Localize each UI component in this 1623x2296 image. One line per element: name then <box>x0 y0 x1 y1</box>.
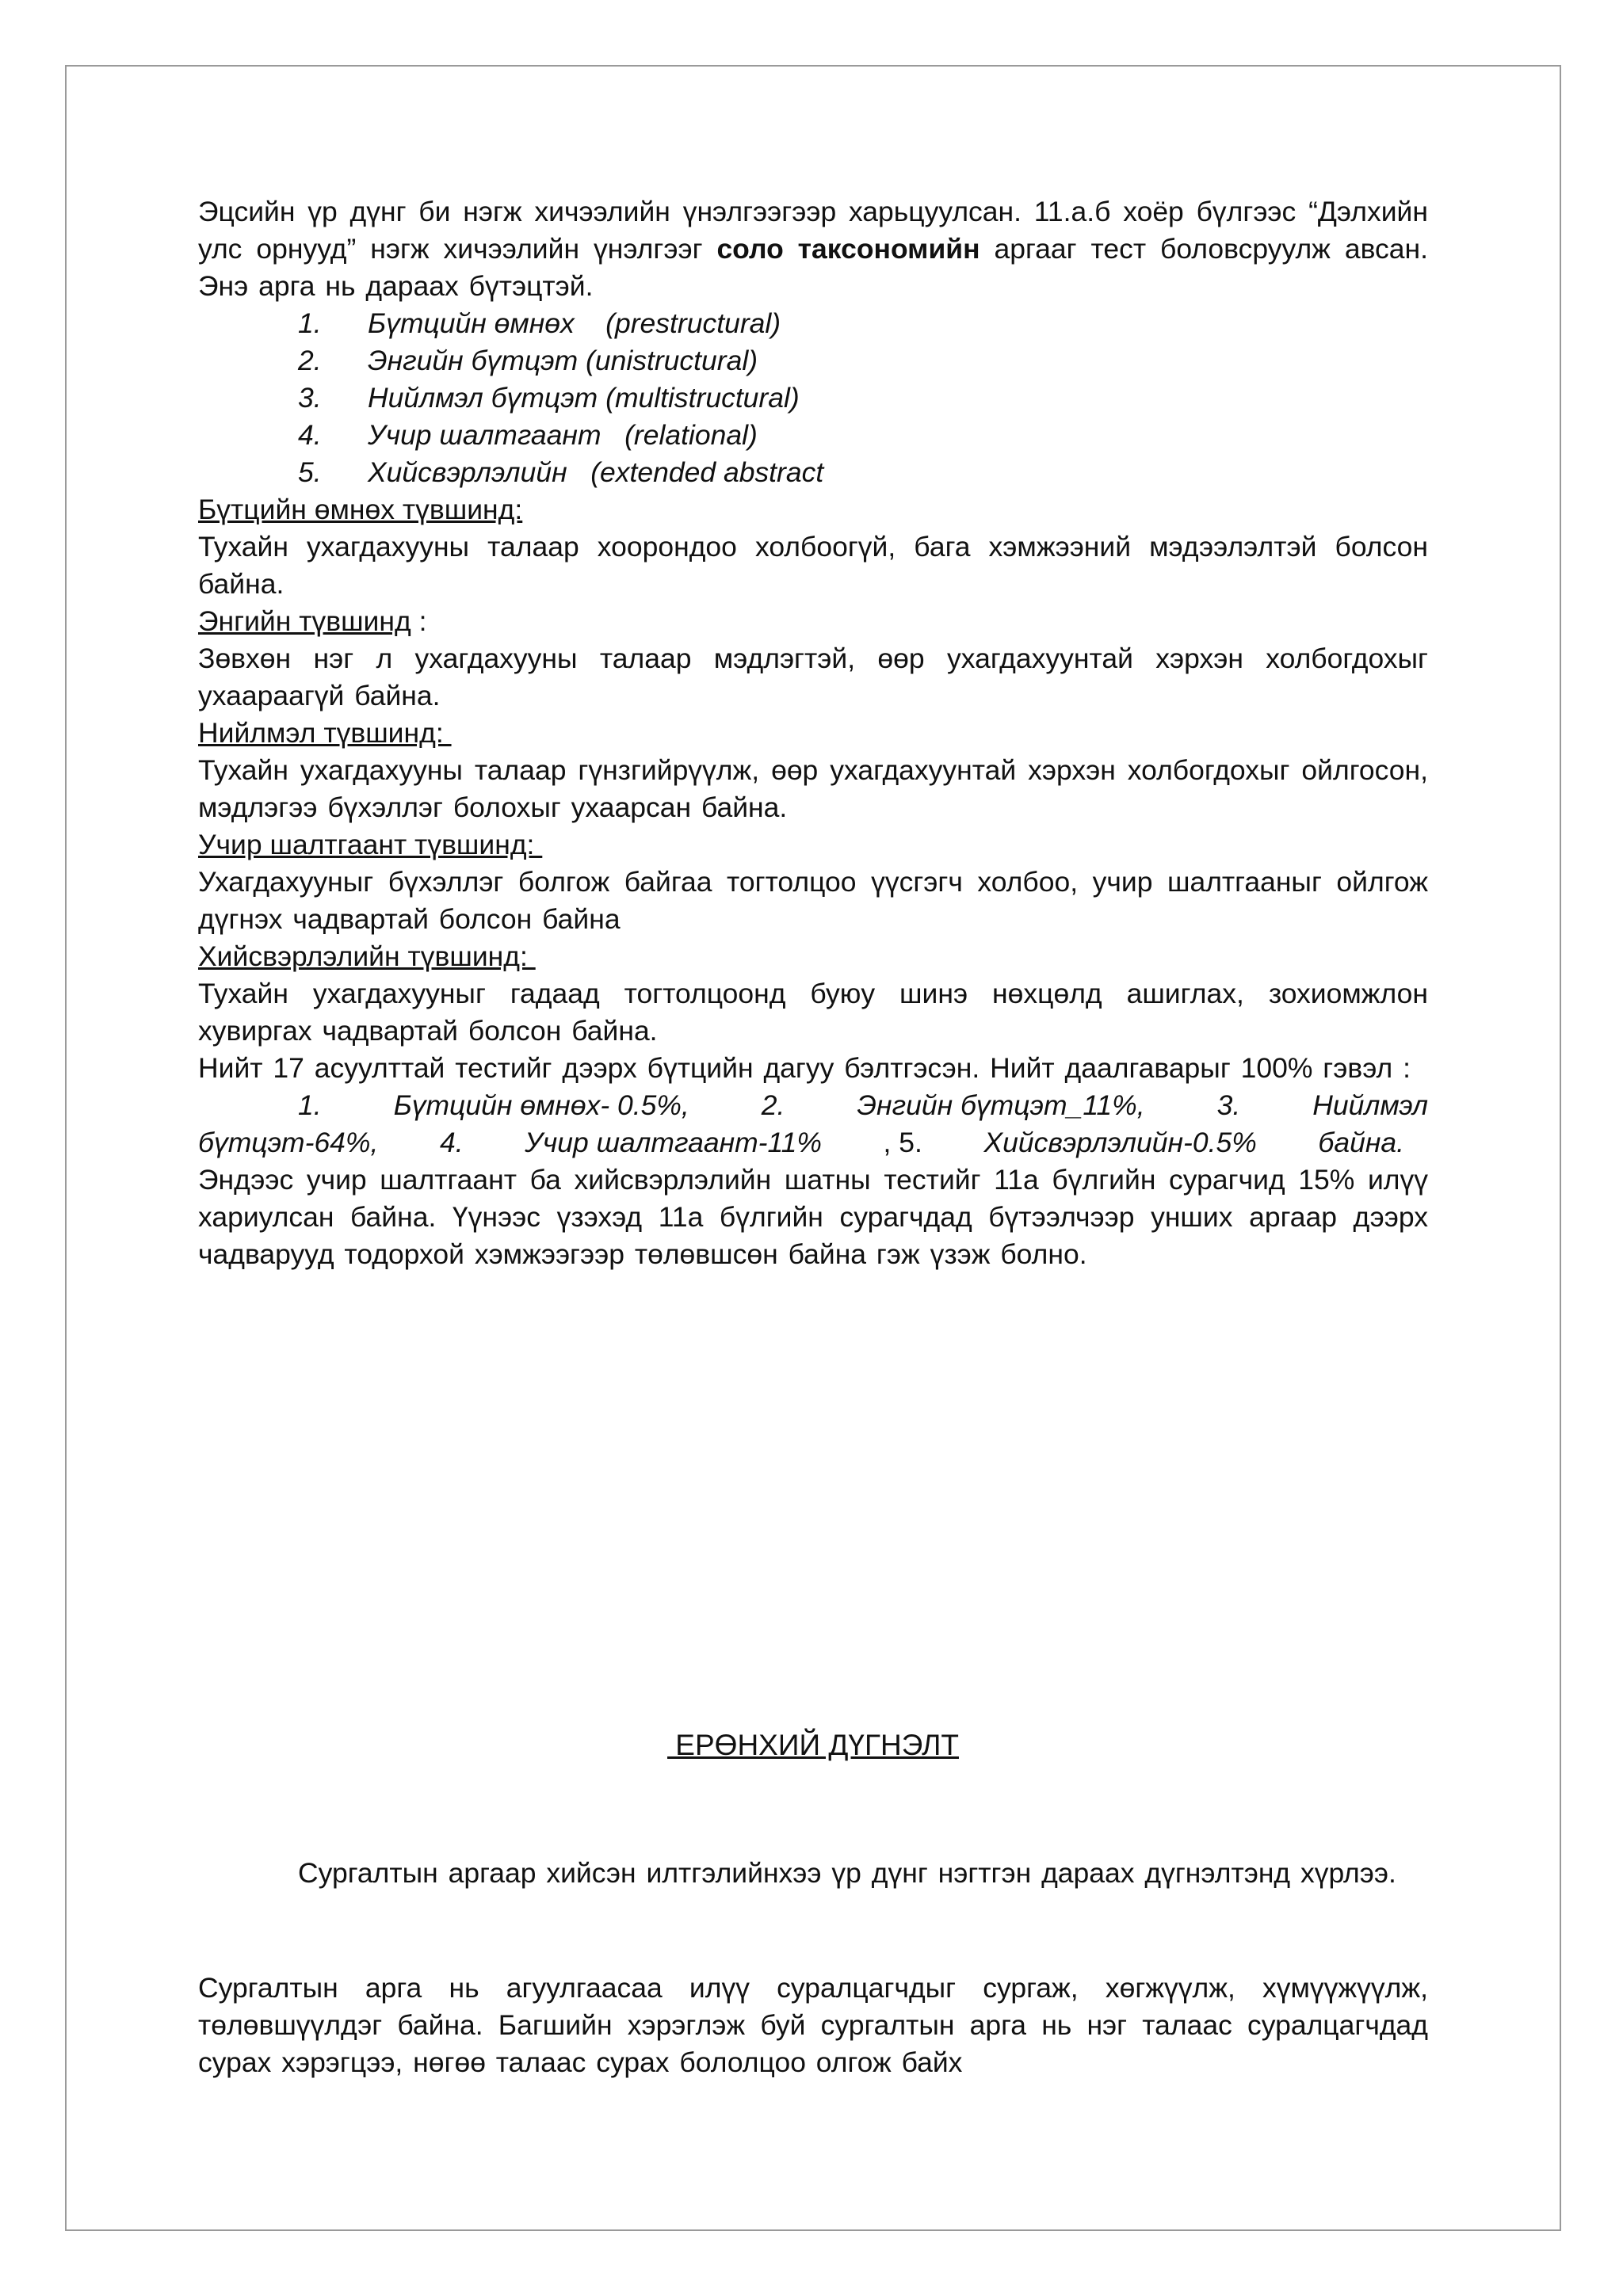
solo-levels-list <box>198 305 1428 491</box>
result-token: Учир шалтгаант-11% <box>525 1127 822 1158</box>
list-label: Учир шалтгаант (relational) <box>368 419 758 451</box>
result-token: , 5. <box>883 1127 922 1158</box>
result-token: Хийсвэрлэлийн-0.5% <box>983 1127 1257 1158</box>
list-label: Хийсвэрлэлийн (extended abstract <box>368 456 824 488</box>
result-token: Нийлмэл <box>1312 1089 1428 1121</box>
result-token: 1. <box>298 1089 322 1121</box>
results-line-1 <box>198 1087 1428 1124</box>
result-token: бүтцэт-64%, <box>198 1127 379 1158</box>
list-number: 2. <box>298 345 322 376</box>
section-heading-label: Энгийн түвшинд <box>198 605 411 637</box>
list-number: 1. <box>298 307 322 339</box>
result-token: 4. <box>439 1127 464 1158</box>
section-heading-suffix: : <box>411 605 427 637</box>
result-token: 3. <box>1216 1089 1241 1121</box>
list-label: Нийлмэл бүтцэт (multistructural) <box>368 382 800 414</box>
conclusion-title: ЕРӨНХИЙ ДҮГНЭЛТ <box>667 1729 959 1761</box>
result-token: Энгийн бүтцэт_11%, <box>857 1089 1145 1121</box>
section-text: Тухайн ухагдахууны талаар хоорондоо холбоогүй, бага хэмжээний мэдээлэлтэй болсон байна. <box>198 531 1428 600</box>
section-heading: Нийлмэл түвшинд: <box>198 717 452 749</box>
list-number: 5. <box>298 456 322 488</box>
section-heading: Бүтцийн өмнөх түвшинд: <box>198 494 523 525</box>
section-heading: Хийсвэрлэлийн түвшинд: <box>198 940 536 972</box>
list-number: 3. <box>298 382 322 414</box>
list-item <box>198 417 1428 454</box>
list-number: 4. <box>298 419 322 451</box>
result-token: 2. <box>761 1089 785 1121</box>
section-text: Тухайн ухагдахууныг гадаад тогтолцоонд буюу шинэ нөхцөлд ашиглах, зохиомжлон хувиргах чадвартай болсон байна. <box>198 978 1428 1047</box>
results-line-2 <box>198 1124 1428 1161</box>
section-text: Тухайн ухагдахууны талаар гүнзгийрүүлж, өөр ухагдахуунтай хэрхэн холбогдохыг ойлгосон, мэдлэгээ бүхэллэг болохыг ухаарсан байна. <box>198 754 1428 823</box>
section-heading: Учир шалтгаант түвшинд: <box>198 829 543 860</box>
intro-paragraph <box>198 193 1428 305</box>
section-heading <box>198 603 1428 640</box>
list-item <box>198 379 1428 417</box>
section-text: Зөвхөн нэг л ухагдахууны талаар мэдлэгтэй, өөр ухагдахуунтай хэрхэн холбогдохыг ухаараагүй байна. <box>198 643 1428 711</box>
section-text: Ухагдахууныг бүхэллэг болгож байгаа тогтолцоо үүсгэгч холбоо, учир шалтгааныг ойлгож дүгнэх чадвартай болсон байна <box>198 866 1428 935</box>
intro-text-end: аргааг тест боловсруулж авсан. Энэ арга нь дараах бүтэцтэй. <box>198 233 1428 302</box>
conclusion-paragraph-2: Сургалтын арга нь агуулгаасаа илүү суралцагчдыг сургаж, хөгжүүлж, хүмүүжүүлж, төлөвшүүлдэг байна. Багшийн хэрэглэж буй сургалтын арга нь нэг талаас суралцагчдад сурах хэрэгцээ, нөгөө талаас сурах бололцоо олгож байх <box>198 1972 1428 2078</box>
result-token: Бүтцийн өмнөх- 0.5%, <box>393 1089 689 1121</box>
conclusion-paragraph-1: Сургалтын аргаар хийсэн илтгэлийнхээ үр дүнг нэгтгэн дараах дүгнэлтэнд хүрлээ. <box>298 1857 1396 1889</box>
list-label: Энгийн бүтцэт (unistructural) <box>368 345 758 376</box>
list-item <box>198 342 1428 379</box>
analysis-paragraph: Эндээс учир шалтгаант ба хийсвэрлэлийн шатны тестийг 11а бүлгийн сурагчид 15% илүү хариулсан байна. Үүнээс үзэхэд 11а бүлгийн сурагчдад бүтээлчээр унших аргаар дээрх чадварууд тодорхой хэмжээгээр төлөвшсөн байна гэж үзэж болно. <box>198 1164 1428 1270</box>
document-body <box>198 193 1428 2078</box>
intro-text-start: Эцсийн үр дүнг би нэгж хичээлийн үнэлгээгээр харьцуулсан. 11.а.б хоёр бүлгээс “Дэлхийн улс орнууд” нэгж хичээлийн үнэлгээг <box>198 196 1428 265</box>
list-item <box>198 454 1428 491</box>
result-token: байна. <box>1318 1127 1404 1158</box>
list-item <box>198 305 1428 342</box>
list-label: Бүтцийн өмнөх (prestructural) <box>368 307 781 339</box>
summary-intro: Нийт 17 асуулттай тестийг дээрх бүтцийн дагуу бэлтгэсэн. Нийт даалгаварыг 100% гэвэл : <box>198 1052 1411 1084</box>
intro-bold-term: соло таксономийн <box>716 233 980 265</box>
